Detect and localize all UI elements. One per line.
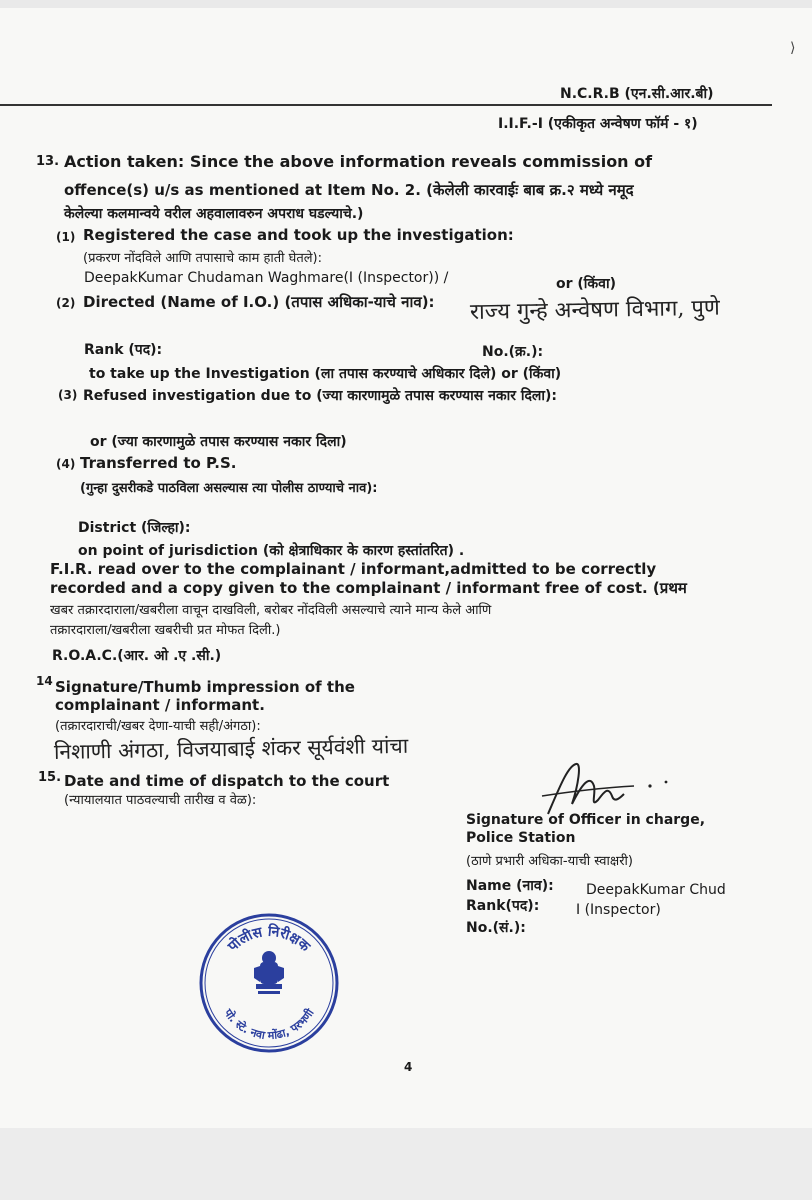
margin-mark: ⟩ bbox=[790, 40, 796, 56]
header-rule bbox=[0, 104, 772, 106]
section-15-number: 15. bbox=[38, 770, 62, 785]
item-1-marathi: (प्रकरण नोंदविले आणि तपासाचे काम हाती घेतले): bbox=[83, 251, 323, 266]
investigating-officer: DeepakKumar Chudaman Waghmare(I (Inspector)) / bbox=[84, 270, 449, 286]
section-13-line1: Action taken: Since the above information reveals commission of bbox=[64, 152, 653, 171]
iif-header: I.I.F.-I (एकीकृत अन्वेषण फॉर्म - १) bbox=[498, 116, 698, 132]
no-label: No.(क्र.): bbox=[482, 344, 544, 360]
police-station-label: Police Station bbox=[466, 830, 576, 846]
item-4-number: (4) bbox=[56, 457, 76, 471]
rank-value: I (Inspector) bbox=[576, 902, 661, 918]
section-13-line3: केलेल्या कलमान्वये वरील अहवालावरुन अपराध घडल्याचे.) bbox=[64, 206, 364, 222]
fir-line4: तक्रारदाराला/खबरीला खबरीची प्रत मोफत दिली.) bbox=[50, 623, 281, 638]
scan-top-edge bbox=[0, 0, 812, 8]
handwritten-thumb-impression: निशाणी अंगठा, विजयाबाई शंकर सूर्यवंशी यांचा bbox=[53, 733, 409, 764]
section-15-marathi: (न्यायालयात पाठवल्याची तारीख व वेळ): bbox=[64, 793, 257, 808]
stamp-bottom-text: पो. स्टे. नवा मोंढा, परभणी bbox=[221, 1006, 317, 1043]
take-up-investigation: to take up the Investigation (ला तपास करण्याचे अधिकार दिले) or (किंवा) bbox=[89, 366, 562, 382]
fir-line3: खबर तक्रारदाराला/खबरीला वाचून दाखविली, बरोबर नोंदविली असल्याचे त्याने मान्य केले आणि bbox=[50, 603, 492, 618]
section-13-number: 13. bbox=[36, 154, 60, 169]
rank-label-officer: Rank(पद): bbox=[466, 898, 540, 914]
section-14-marathi: (तक्रारदाराची/खबर देणा-याची सही/अंगठा): bbox=[55, 719, 261, 734]
stamp-top-text: पोलीस निरीक्षक bbox=[225, 923, 313, 956]
section-13-line2: offence(s) u/s as mentioned at Item No. 2. (केलेली कारवाईः बाब क्र.२ मध्ये नमूद bbox=[64, 181, 634, 199]
scan-bottom-edge bbox=[0, 1128, 812, 1200]
fir-line2: recorded and a copy given to the complainant / informant free of cost. (प्रथम bbox=[50, 579, 687, 597]
item-1-label: Registered the case and took up the investigation: bbox=[83, 226, 514, 244]
item-4-label: Transferred to P.S. bbox=[80, 454, 237, 472]
roac-label: R.O.A.C.(आर. ओ .ए .सी.) bbox=[52, 648, 222, 664]
item-3-label: Refused investigation due to (ज्या कारणामुळे तपास करण्यास नकार दिला): bbox=[83, 388, 558, 404]
section-14-line2: complainant / informant. bbox=[55, 696, 265, 714]
officer-signature-marathi: (ठाणे प्रभारी अधिका-याची स्वाक्षरी) bbox=[466, 854, 633, 869]
section-15-line1: Date and time of dispatch to the court bbox=[64, 772, 390, 790]
officer-signature-label: Signature of Officer in charge, bbox=[466, 812, 706, 828]
svg-text:पो. स्टे. नवा मोंढा, परभणी bbox=[221, 1005, 317, 1042]
district-label: District (जिल्हा): bbox=[78, 520, 191, 536]
no-label-officer: No.(सं.): bbox=[466, 920, 526, 936]
item-4-marathi: (गुन्हा दुसरीकडे पाठविला असल्यास त्या पोलीस ठाण्याचे नाव): bbox=[80, 481, 378, 496]
item-1-number: (1) bbox=[56, 230, 76, 244]
ncrb-header: N.C.R.B (एन.सी.आर.बी) bbox=[560, 86, 714, 102]
item-2-number: (2) bbox=[56, 296, 76, 310]
fir-line1: F.I.R. read over to the complainant / informant,admitted to be correctly bbox=[50, 560, 657, 578]
rank-label: Rank (पद): bbox=[84, 342, 163, 358]
police-stamp bbox=[194, 908, 344, 1058]
name-value: DeepakKumar Chud bbox=[586, 882, 726, 898]
item-2-label: Directed (Name of I.O.) (तपास अधिका-याचे नाव): bbox=[83, 293, 435, 311]
jurisdiction-label: on point of jurisdiction (को क्षेत्राधिकार के कारण हस्तांतरित) . bbox=[78, 543, 465, 559]
or-reason: or (ज्या कारणामुळे तपास करण्यास नकार दिला) bbox=[90, 434, 347, 450]
section-14-number: 14 bbox=[36, 674, 53, 688]
item-3-number: (3) bbox=[58, 388, 78, 402]
section-14-line1: Signature/Thumb impression of the bbox=[55, 678, 355, 696]
emblem-icon bbox=[254, 951, 284, 994]
or-label-1: or (किंवा) bbox=[556, 276, 616, 292]
page-number: 4 bbox=[404, 1060, 413, 1074]
name-label: Name (नाव): bbox=[466, 878, 554, 894]
handwritten-io-name: राज्य गुन्हे अन्वेषण विभाग, पुणे bbox=[469, 295, 720, 325]
